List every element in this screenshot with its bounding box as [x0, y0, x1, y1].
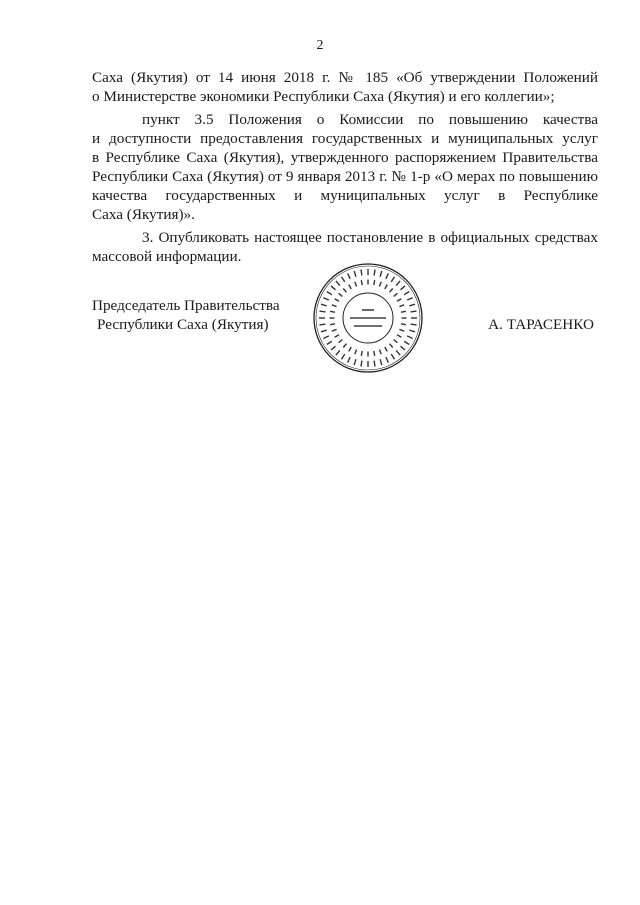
text-line: и доступности предоставления государственных и муниципальных услуг [92, 130, 598, 147]
seal-glyph-mark [319, 311, 325, 312]
seal-glyph-mark [361, 361, 362, 367]
official-seal-stamp [312, 262, 424, 374]
text-line: Саха (Якутия) от 14 июня 2018 г. № 185 «Об утверждении Положений [92, 69, 598, 86]
seal-glyph-mark [401, 324, 406, 325]
seal-glyph-mark [411, 324, 417, 325]
seal-glyph-mark [374, 269, 375, 275]
seal-glyph-mark [361, 280, 362, 285]
seal-glyph-mark [374, 280, 375, 285]
seal-glyph-mark [374, 361, 375, 367]
page-number: 2 [316, 38, 324, 53]
text-line: массовой информации. [92, 248, 242, 265]
text-line: о Министерстве экономики Республики Саха (Якутия) и его коллегии»; [92, 88, 555, 105]
text-line: 3. Опубликовать настоящее постановление в официальных средствах [142, 229, 598, 246]
seal-glyph-mark [411, 311, 417, 312]
seal-glyph-mark [361, 269, 362, 275]
document-body [92, 68, 598, 266]
seal-glyph-mark [330, 324, 335, 325]
seal-glyph-mark [401, 311, 406, 312]
paragraph-3 [92, 228, 598, 266]
paragraph-1 [92, 68, 598, 106]
seal-glyph-mark [330, 311, 335, 312]
text-line: Саха (Якутия)». [92, 206, 195, 223]
signatory-position-line1: Председатель Правительства [92, 297, 280, 314]
seal-glyph-mark [319, 324, 325, 325]
signatory-name: А. ТАРАСЕНКО [488, 316, 594, 333]
seal-glyph-mark [374, 351, 375, 356]
signatory-position-line2: Республики Саха (Якутия) [97, 316, 269, 333]
text-line: качества государственных и муниципальных услуг в Республике [92, 187, 598, 204]
seal-glyph-mark [361, 351, 362, 356]
text-line: Республики Саха (Якутия) от 9 января 2013 г. № 1-р «О мерах по повышению [92, 168, 598, 185]
text-line: пункт 3.5 Положения о Комиссии по повышению качества [142, 111, 598, 128]
text-line: в Республике Саха (Якутия), утвержденного распоряжением Правительства [92, 149, 598, 166]
paragraph-2 [92, 110, 598, 224]
